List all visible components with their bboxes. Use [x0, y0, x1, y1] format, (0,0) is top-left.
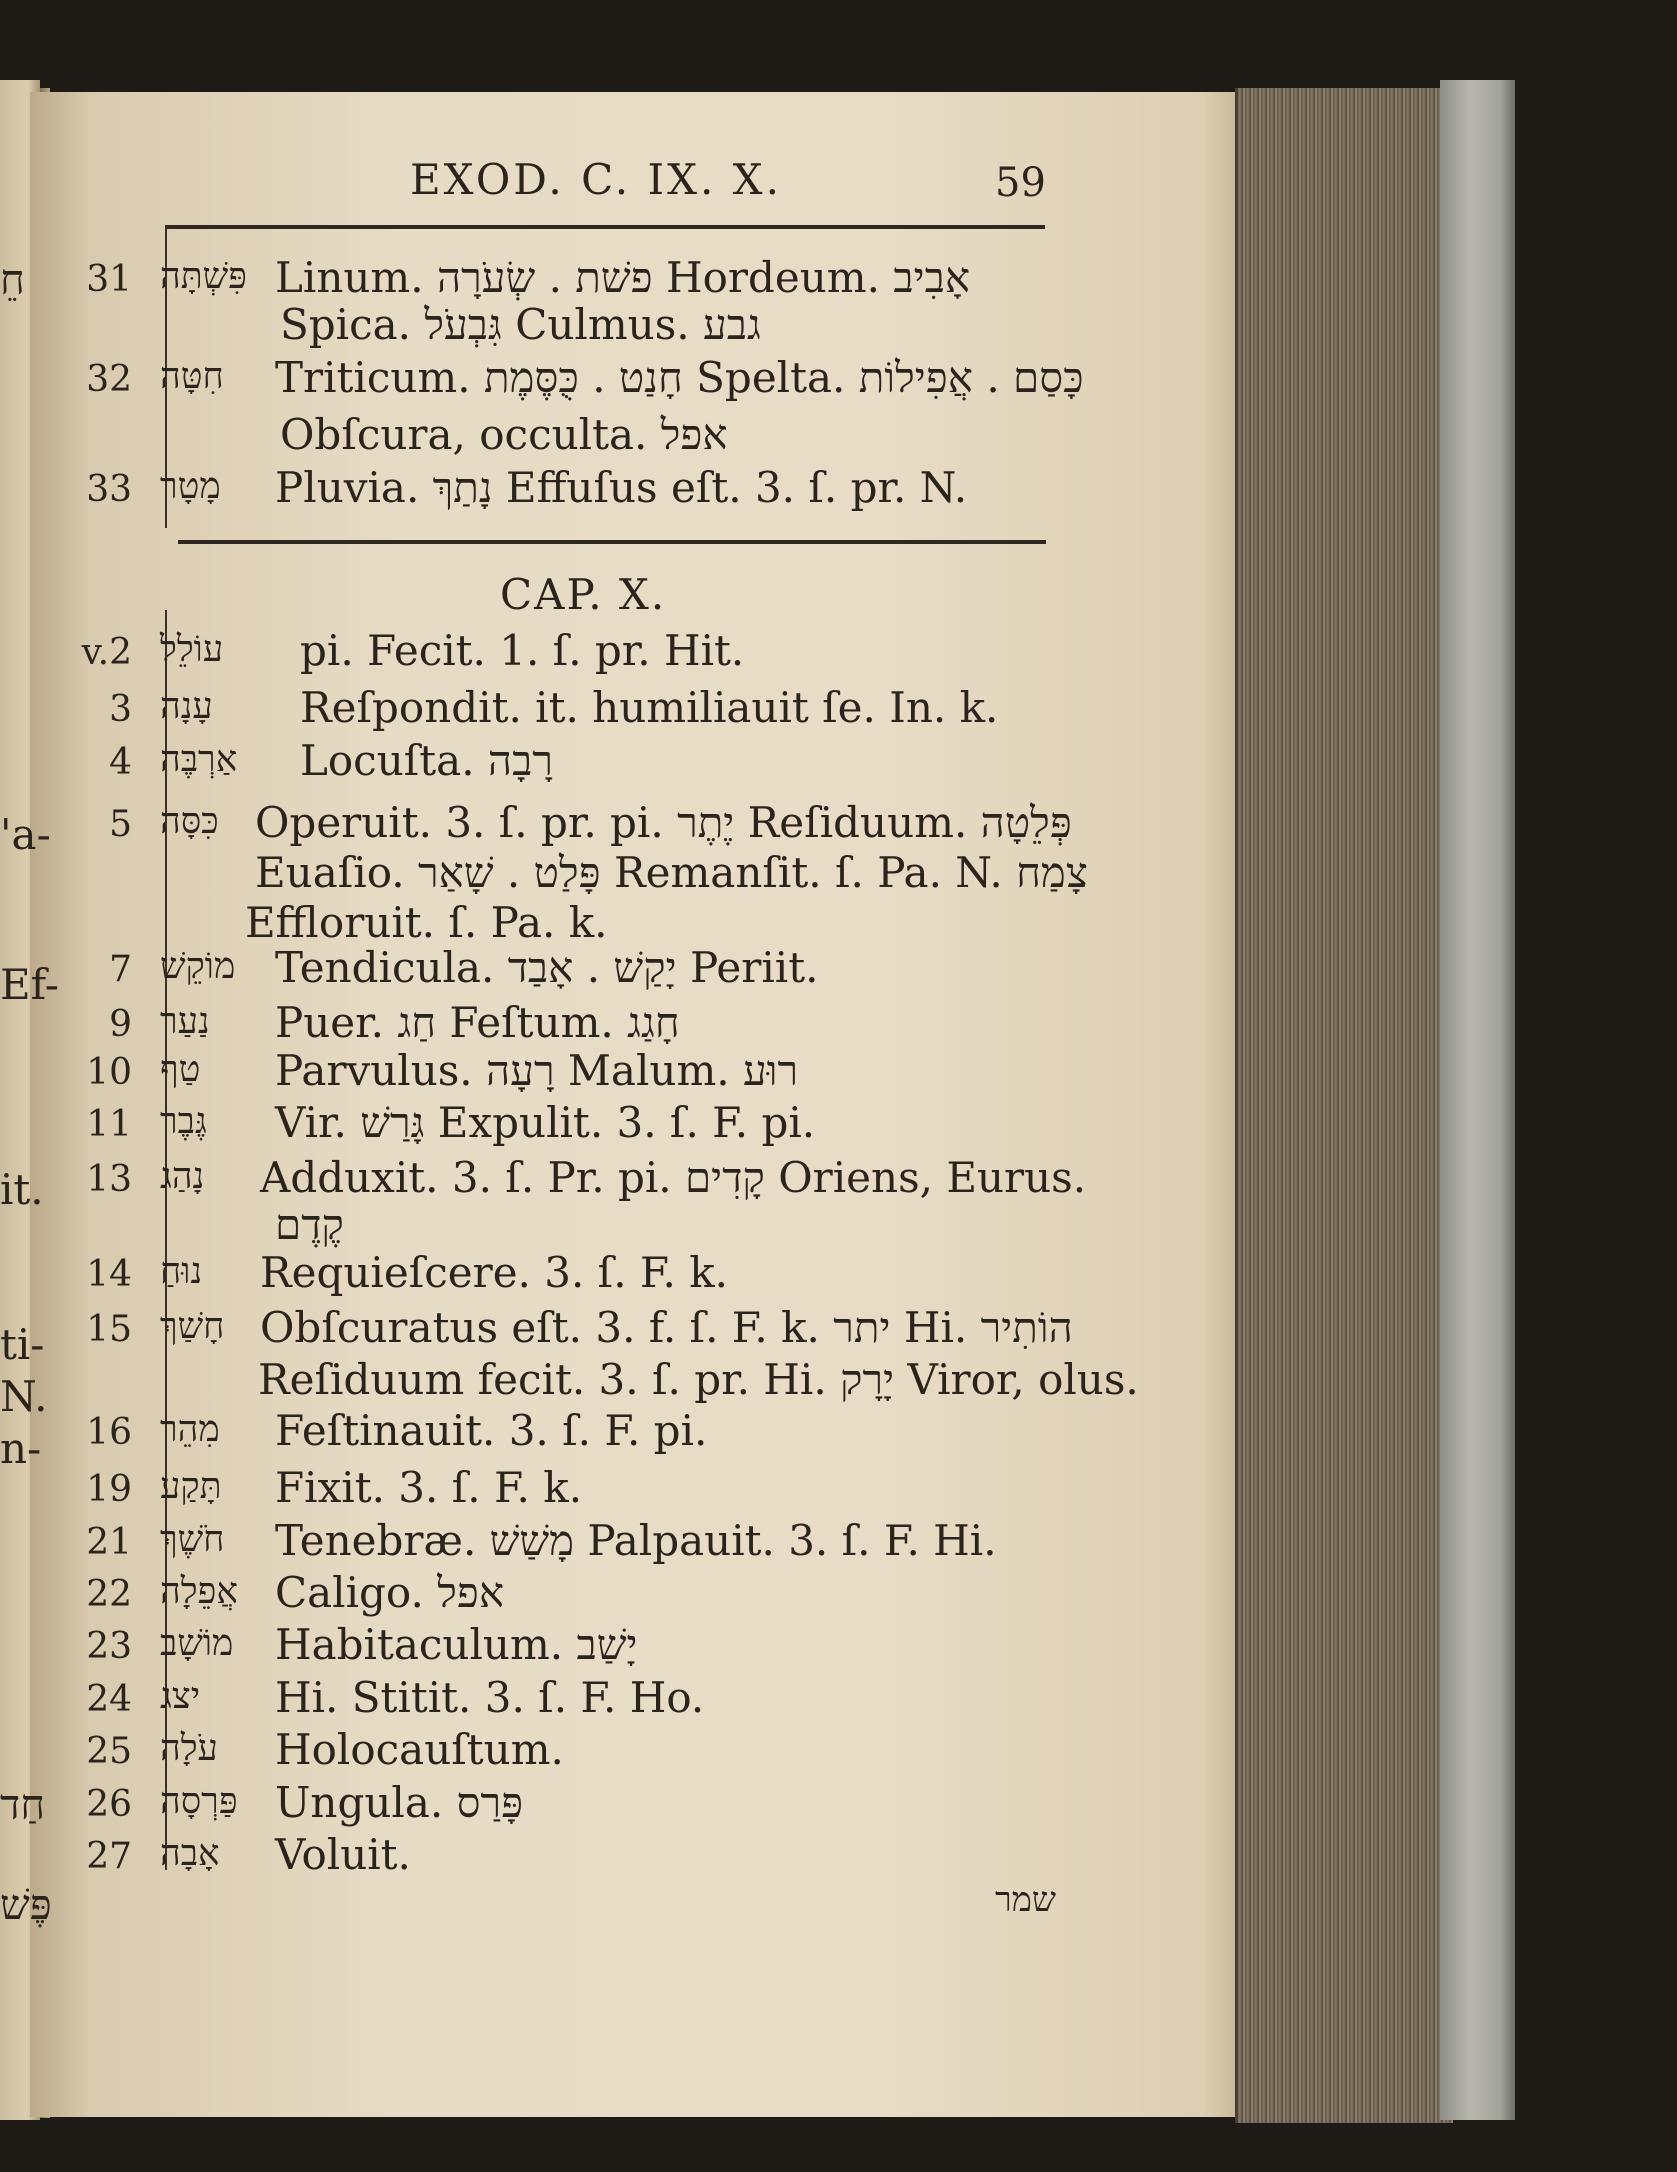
hebrew-headword: נוּחַ	[160, 1251, 203, 1292]
catchword: שמר	[995, 1880, 1056, 1920]
hebrew-headword: מוֹקֵשׁ	[160, 946, 236, 987]
verse-number: 33	[86, 469, 132, 510]
verse-number: 3	[109, 689, 132, 730]
running-head: EXOD. C. IX. X.	[410, 155, 782, 204]
entry-text: Habitaculum. יָשַׁב	[275, 1620, 638, 1669]
entry-text: pi. Fecit. 1. ſ. pr. Hit.	[300, 626, 745, 675]
hebrew-headword: יצג	[160, 1676, 201, 1717]
hebrew-headword: נָהַג	[160, 1156, 205, 1197]
hebrew-headword: תָּקַע	[160, 1466, 222, 1507]
verse-number: 4	[109, 742, 132, 783]
entry-continuation: Effloruit. ſ. Pa. k.	[245, 898, 608, 947]
entry-continuation: Obſcura, occulta. אפל	[280, 410, 728, 459]
entry-text: Vir. גָּרַשׁ Expulit. 3. ſ. F. pi.	[275, 1098, 816, 1147]
page-edges	[1235, 88, 1453, 2123]
margin-fragment: N.	[0, 1372, 48, 1421]
hebrew-headword: עָנָה	[160, 686, 213, 727]
entry-text: Parvulus. רָעָה Malum. רוּע	[275, 1046, 799, 1095]
entry-text: Pluvia. נָתַךְ Effuſus eſt. 3. ſ. pr. N.	[275, 463, 968, 512]
entry-text: Obſcuratus eſt. 3. f. ſ. F. k. יתר Hi. הוֹתִיר	[260, 1303, 1073, 1352]
verse-number: 13	[86, 1159, 132, 1200]
verse-number: v.2	[81, 632, 132, 673]
entry-text: Puer. חַג Feſtum. חָגַג	[275, 998, 680, 1047]
verse-number: 31	[86, 259, 132, 300]
verse-number: 23	[86, 1626, 132, 1667]
hebrew-headword: חָשַׁךְ	[160, 1306, 225, 1347]
hebrew-headword: חֹשֶׁךְ	[160, 1519, 225, 1560]
hebrew-headword: פַּרְסָה	[160, 1781, 238, 1822]
margin-fragment: ti-	[0, 1320, 45, 1369]
hebrew-headword: כִּסָּה	[160, 801, 219, 842]
verse-number: 27	[86, 1836, 132, 1877]
margin-fragment: it.	[0, 1165, 44, 1214]
entry-text: Adduxit. 3. ſ. Pr. pi. קָדִים Oriens, Eurus.	[260, 1153, 1087, 1202]
verse-number: 15	[86, 1309, 132, 1350]
hebrew-headword: חִטָּה	[160, 356, 224, 397]
entry-continuation: Spica. גִּבְעֹל Culmus. גבע	[280, 300, 761, 349]
hebrew-headword: עוֹלֵל	[160, 629, 224, 670]
entry-text: Feſtinauit. 3. ſ. F. pi.	[275, 1406, 708, 1455]
verse-number: 26	[86, 1784, 132, 1825]
verse-number: 22	[86, 1574, 132, 1615]
chapter-rule	[178, 540, 1046, 544]
page-number: 59	[995, 160, 1046, 206]
verse-number: 9	[109, 1004, 132, 1045]
verse-number: 14	[86, 1254, 132, 1295]
hebrew-headword: פִּשְׁתָּה	[160, 256, 248, 297]
entry-text: Reſpondit. it. humiliauit ſe. In. k.	[300, 683, 999, 732]
entry-continuation: Reſiduum fecit. 3. ſ. pr. Hi. יָרָק Viror, olus.	[258, 1355, 1139, 1404]
margin-fragment: Ef-	[0, 960, 59, 1009]
margin-fragment: חַד	[0, 1780, 46, 1829]
book-cover	[1440, 80, 1515, 2120]
verse-number: 25	[86, 1731, 132, 1772]
chapter-heading: CAP. X.	[500, 570, 667, 619]
verse-number: 21	[86, 1522, 132, 1563]
entry-text: Triticum. חָנַט . כֻּסֶּמֶת Spelta. כָּסַם . אֲפִילוֹת	[275, 353, 1084, 402]
margin-fragment: חֵ	[0, 255, 25, 304]
verse-number: 24	[86, 1679, 132, 1720]
entry-text: Linum. פשׁת . שְׂעֹרָה Hordeum. אָבִיב	[275, 253, 971, 302]
margin-fragment: פֶּשׁ	[0, 1880, 52, 1929]
margin-fragment: 'a-	[0, 810, 51, 859]
verse-number: 19	[86, 1469, 132, 1510]
hebrew-headword: גֶּבֶר	[160, 1101, 207, 1142]
hebrew-headword: מִהֵר	[160, 1409, 220, 1450]
hebrew-headword: מָטָר	[160, 466, 221, 507]
entry-text: Fixit. 3. ſ. F. k.	[275, 1463, 583, 1512]
entry-text: Tendicula. יָקַשׁ . אָבַד Periit.	[275, 943, 819, 992]
hebrew-headword: עֹלָה	[160, 1728, 218, 1769]
margin-fragment: n-	[0, 1424, 42, 1473]
entry-text: Holocauſtum.	[275, 1725, 564, 1774]
entry-text: Voluit.	[275, 1830, 411, 1879]
verse-number: 11	[86, 1104, 132, 1145]
hebrew-headword: אֲפֵלָה	[160, 1571, 239, 1612]
entry-text: Caligo. אפל	[275, 1568, 505, 1617]
verse-number: 7	[109, 949, 132, 990]
entry-text: Ungula. פָּרַס	[275, 1778, 524, 1827]
hebrew-headword: אָבָה	[160, 1833, 220, 1874]
verse-number: 10	[86, 1052, 132, 1093]
hebrew-headword: נַעַר	[160, 1001, 210, 1042]
entry-text: Hi. Stitit. 3. ſ. F. Ho.	[275, 1673, 705, 1722]
hebrew-headword: מוֹשָׁב	[160, 1623, 234, 1664]
entry-text: Tenebræ. מָשַׁשׁ Palpauit. 3. ſ. F. Hi.	[275, 1516, 997, 1565]
entry-text: Operuit. 3. ſ. pr. pi. יֶתֶר Reſiduum. פְּלֵטָה	[255, 798, 1072, 847]
verse-number: 5	[109, 804, 132, 845]
hebrew-headword: טַף	[160, 1049, 201, 1090]
entry-continuation: קֶדֶם	[275, 1200, 344, 1249]
entry-continuation: Euaſio. פָּלַט . שָׁאַר Remanſit. ſ. Pa. N. צָמַח	[255, 848, 1088, 897]
verse-number: 32	[86, 359, 132, 400]
entry-text: Locuſta. רָבָה	[300, 736, 553, 785]
header-rule	[165, 225, 1045, 229]
hebrew-headword: אַרְבֶּה	[160, 739, 238, 780]
entry-text: Requieſcere. 3. ſ. F. k.	[260, 1248, 729, 1297]
verse-number: 16	[86, 1412, 132, 1453]
